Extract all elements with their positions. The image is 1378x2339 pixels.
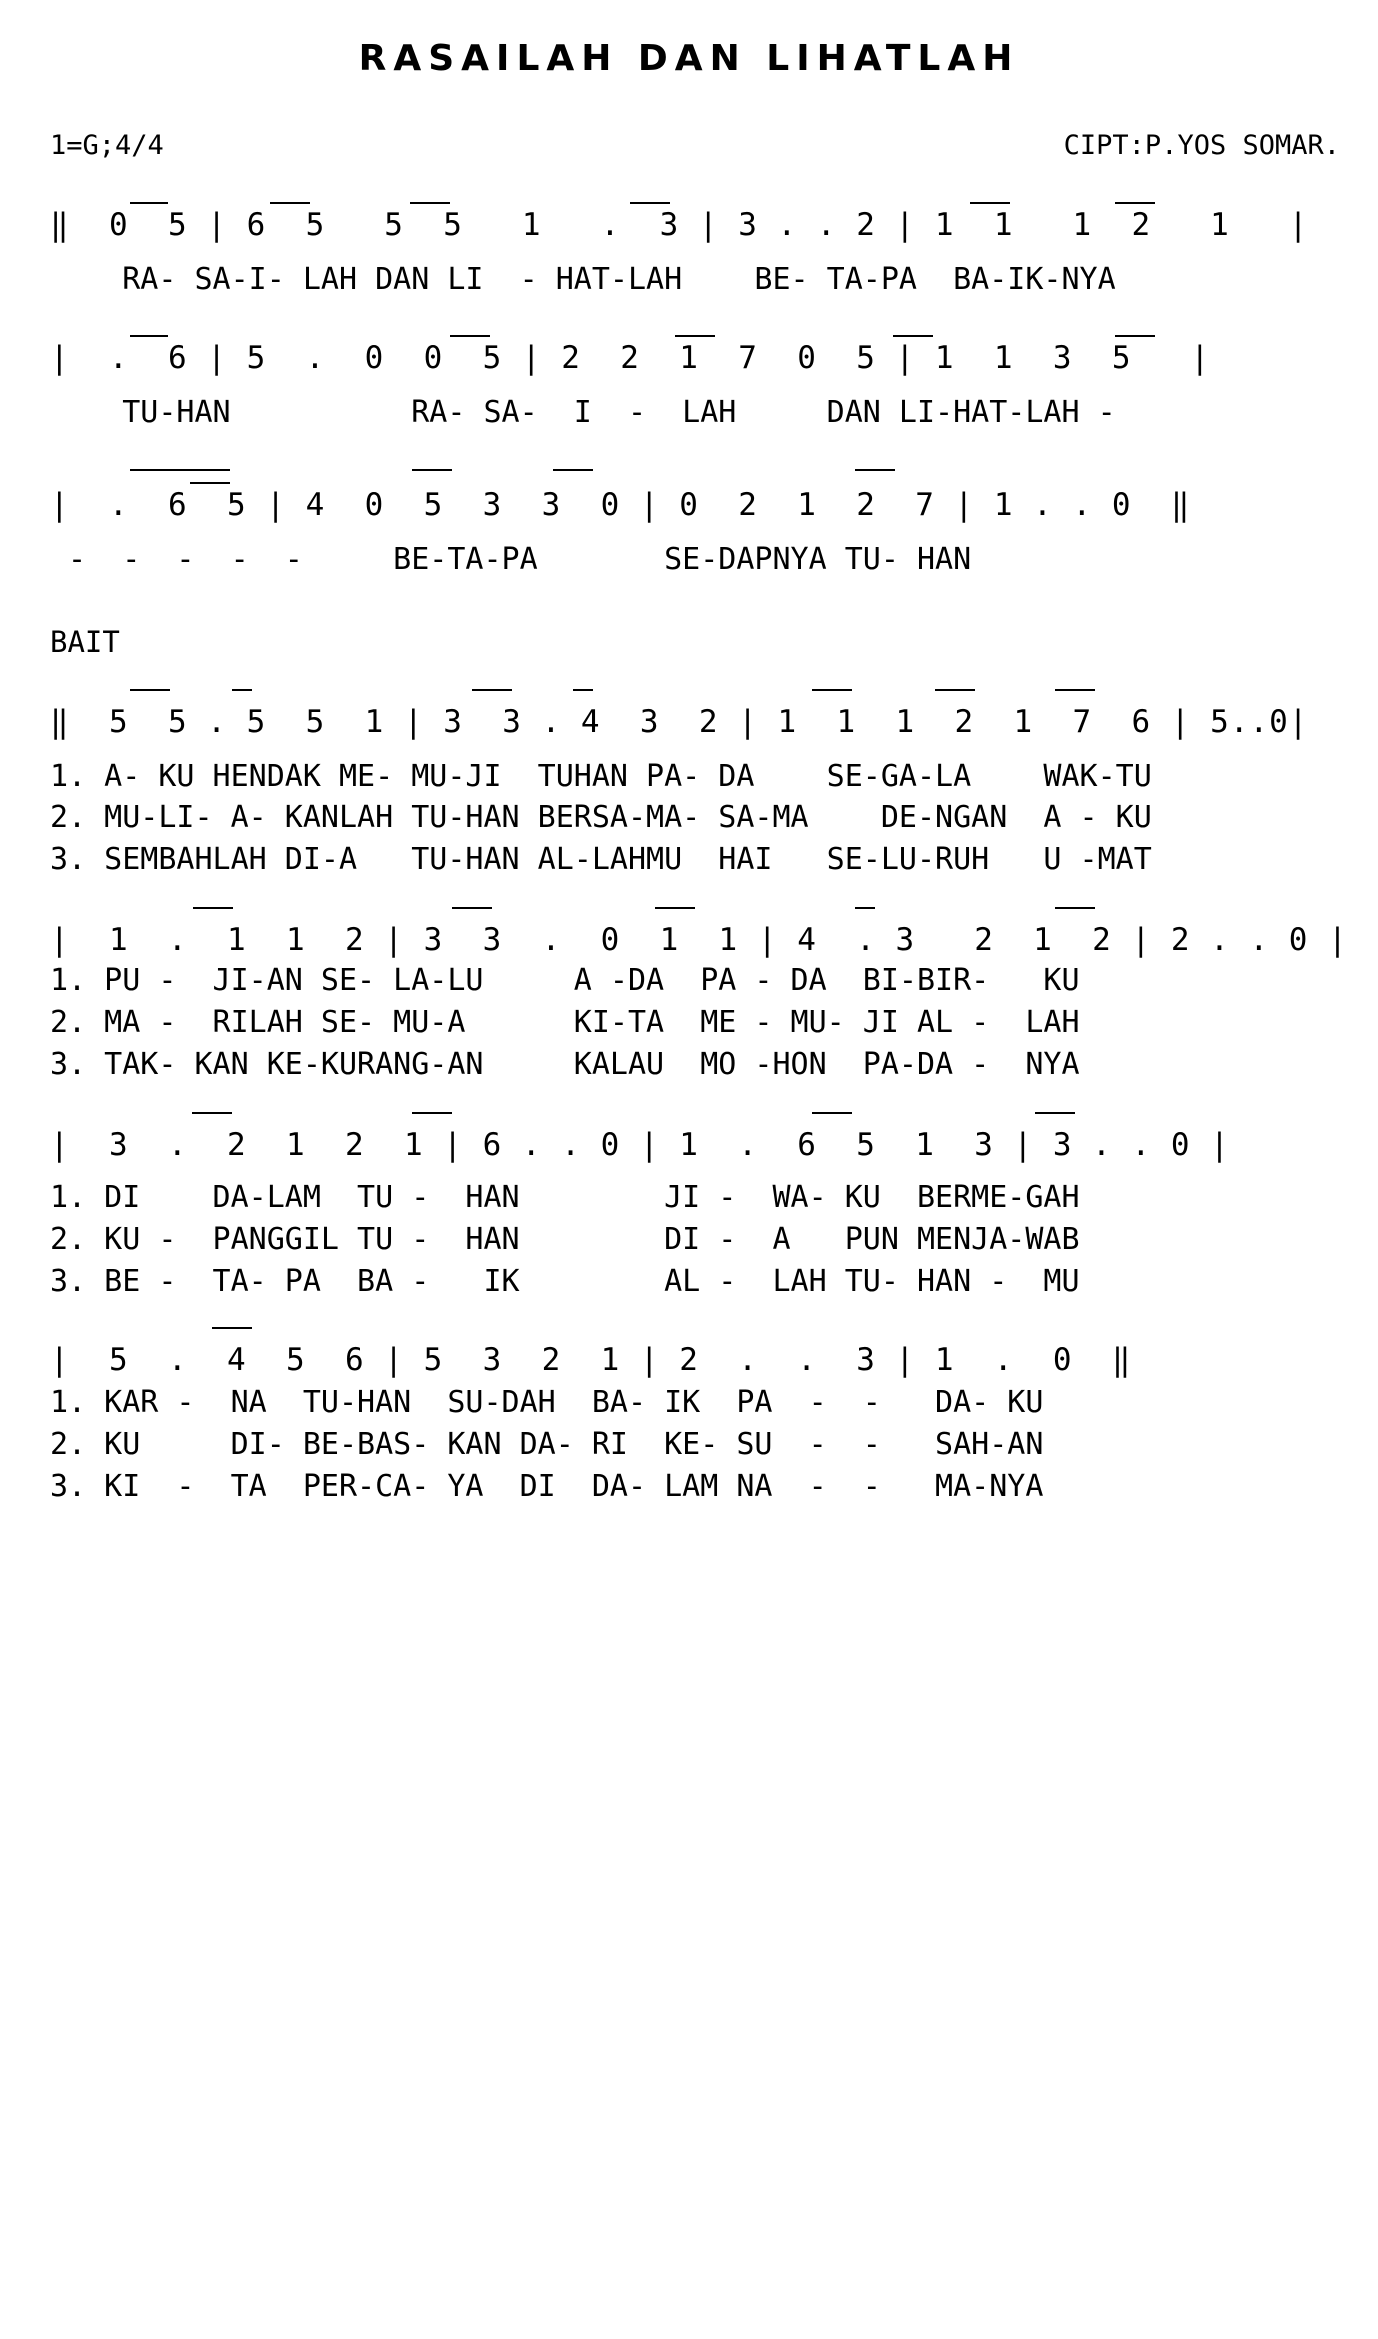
- verse-notes-line-1: ‖ 5 5 . 5 5 1 | 3 3 . 4 3 2 | 1 1 1 2 1 7 6 | 5..0|: [50, 704, 1309, 740]
- verse-lyrics-1-stanza-3: 3. SEMBAHLAH DI-A TU-HAN AL-LAHMU HAI SE-LU-RUH U -MAT: [50, 842, 1152, 877]
- composer-credit: CIPT:P.YOS SOMAR.: [1063, 130, 1340, 161]
- verse-lyrics-2-stanza-3: 3. TAK- KAN KE-KURANG-AN KALAU MO -HON PA-DA - NYA: [50, 1047, 1080, 1082]
- verse-notes-line-2: | 1 . 1 1 2 | 3 3 . 0 1 1 | 4 . 3 2 1 2 | 2 . . 0 |: [50, 922, 1348, 958]
- chorus-lyrics-line-2: TU-HAN RA- SA- I - LAH DAN LI-HAT-LAH -: [50, 395, 1116, 430]
- verse-lyrics-1-stanza-2: 2. MU-LI- A- KANLAH TU-HAN BERSA-MA- SA-MA DE-NGAN A - KU: [50, 800, 1152, 835]
- verse-lyrics-3-stanza-3: 3. BE - TA- PA BA - IK AL - LAH TU- HAN - MU: [50, 1264, 1080, 1299]
- chorus-notes-line-2: | . 6 | 5 . 0 0 5 | 2 2 1 7 0 5 | 1 1 3 5 |: [50, 340, 1211, 376]
- verse-notes-line-4: | 5 . 4 5 6 | 5 3 2 1 | 2 . . 3 | 1 . 0 ‖: [50, 1342, 1132, 1378]
- chorus-notes-line-1: ‖ 0 5 | 6 5 5 5 1 . 3 | 3 . . 2 | 1 1 1 2 1 |: [50, 207, 1309, 243]
- verse-lyrics-3-stanza-2: 2. KU - PANGGIL TU - HAN DI - A PUN MENJA-WAB: [50, 1222, 1080, 1257]
- verse-notes-line-3: | 3 . 2 1 2 1 | 6 . . 0 | 1 . 6 5 1 3 | 3 . . 0 |: [50, 1127, 1230, 1163]
- song-title: RASAILAH DAN LIHATLAH: [358, 38, 1020, 79]
- verse-lyrics-4-stanza-1: 1. KAR - NA TU-HAN SU-DAH BA- IK PA - - DA- KU: [50, 1385, 1044, 1420]
- chorus-lyrics-line-3: - - - - - BE-TA-PA SE-DAPNYA TU- HAN: [50, 542, 972, 577]
- verse-lyrics-3-stanza-1: 1. DI DA-LAM TU - HAN JI - WA- KU BERME-GAH: [50, 1180, 1080, 1215]
- verse-label: BAIT: [50, 625, 120, 659]
- verse-lyrics-2-stanza-1: 1. PU - JI-AN SE- LA-LU A -DA PA - DA BI-BIR- KU: [50, 963, 1080, 998]
- verse-lyrics-4-stanza-2: 2. KU DI- BE-BAS- KAN DA- RI KE- SU - - SAH-AN: [50, 1427, 1044, 1462]
- key-signature: 1=G;4/4: [50, 130, 164, 161]
- chorus-lyrics-line-1: RA- SA-I- LAH DAN LI - HAT-LAH BE- TA-PA BA-IK-NYA: [50, 262, 1116, 297]
- verse-lyrics-4-stanza-3: 3. KI - TA PER-CA- YA DI DA- LAM NA - - MA-NYA: [50, 1469, 1044, 1504]
- verse-lyrics-2-stanza-2: 2. MA - RILAH SE- MU-A KI-TA ME - MU- JI AL - LAH: [50, 1005, 1080, 1040]
- chorus-notes-line-3: | . 6 5 | 4 0 5 3 3 0 | 0 2 1 2 7 | 1 . . 0 ‖: [50, 487, 1191, 523]
- verse-lyrics-1-stanza-1: 1. A- KU HENDAK ME- MU-JI TUHAN PA- DA SE-GA-LA WAK-TU: [50, 759, 1152, 794]
